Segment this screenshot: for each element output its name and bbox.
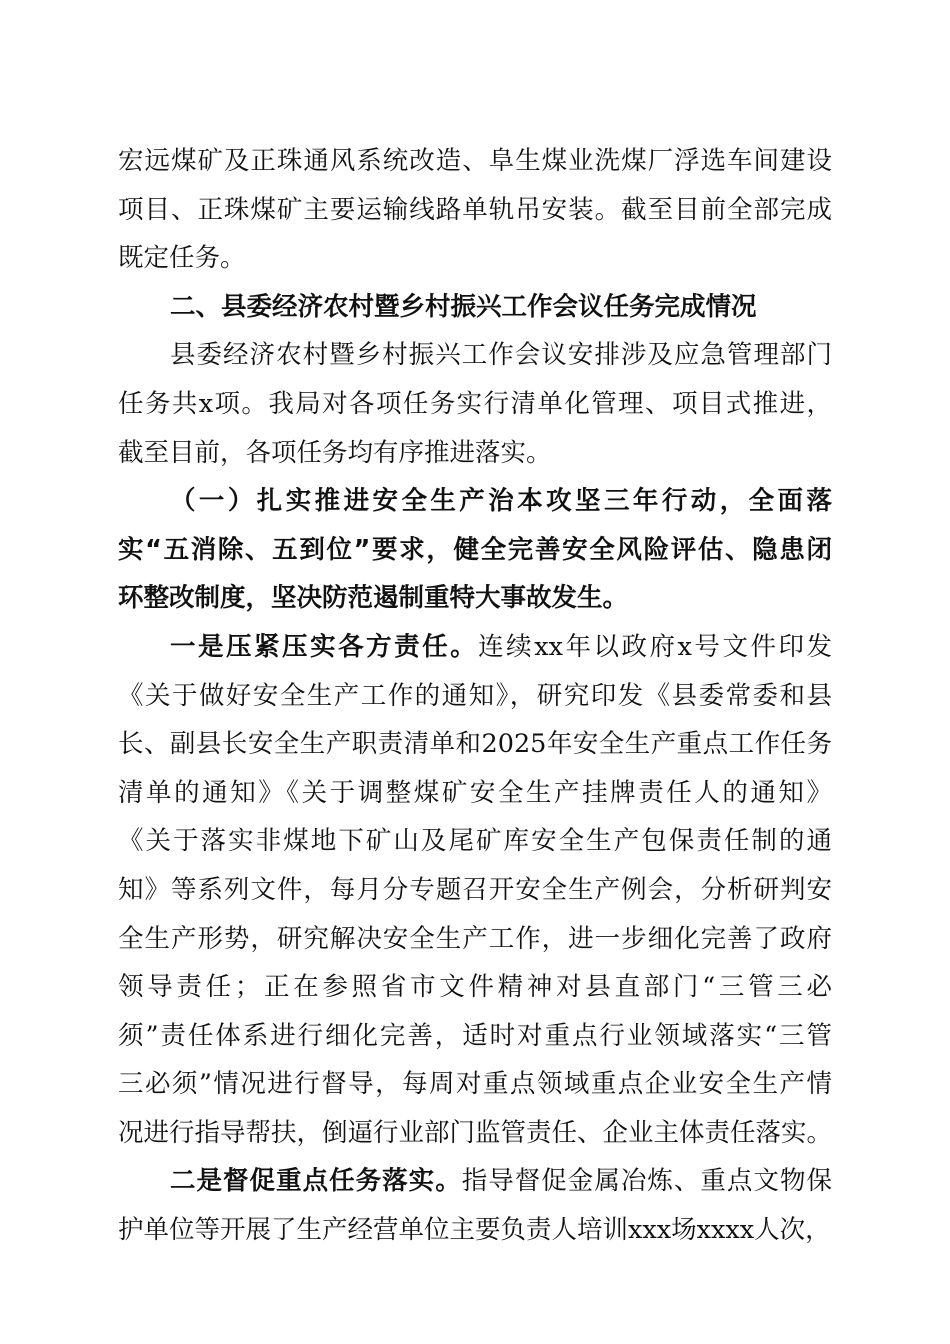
subsection-heading xyxy=(118,477,832,623)
text-segment: 指导督促金属冶炼、重点文物保 xyxy=(461,1166,832,1197)
text-line: 领导责任；正在参照省市文件精神对县直部门“三管三必 xyxy=(118,972,832,1003)
text-line: 三必须”情况进行督导，每周对重点领域重点企业安全生产情 xyxy=(118,1069,832,1100)
text-line: 长、副县长安全生产职责清单和2025年安全生产重点工作任务 xyxy=(118,729,832,760)
text-line: 清单的通知》《关于调整煤矿安全生产挂牌责任人的通知》 xyxy=(118,777,832,808)
paragraph-key-tasks xyxy=(118,1157,832,1254)
section-heading xyxy=(118,283,832,332)
text-line: 环整改制度，坚决防范遏制重特大事故发生。 xyxy=(118,583,629,614)
text-line: 须”责任体系进行细化完善，适时对重点行业领域落实“三管 xyxy=(118,1020,832,1051)
text-line: 《关于做好安全生产工作的通知》，研究印发《县委常委和县 xyxy=(118,680,832,711)
paragraph-intro xyxy=(118,331,832,477)
section-heading-text: 二、县委经济农村暨乡村振兴工作会议任务完成情况 xyxy=(170,291,757,322)
paragraph-lead: 一是压紧压实各方责任。 xyxy=(170,631,479,662)
text-line: 既定任务。 xyxy=(118,243,246,274)
paragraph-responsibility xyxy=(118,623,832,1158)
text-line: 《关于落实非煤地下矿山及尾矿库安全生产包保责任制的通 xyxy=(118,826,832,857)
paragraph-lead: 二是督促重点任务落实。 xyxy=(170,1166,462,1197)
text-line: 截至目前，各项任务均有序推进落实。 xyxy=(118,437,552,468)
text-line: （一）扎实推进安全生产治本攻坚三年行动，全面落 xyxy=(170,486,832,517)
text-line: 宏远煤矿及正珠通风系统改造、阜生煤业洗煤厂浮选车间建设 xyxy=(118,146,832,176)
text-line: 任务共x项。我局对各项任务实行清单化管理、项目式推进， xyxy=(118,388,832,419)
text-line: 县委经济农村暨乡村振兴工作会议安排涉及应急管理部门 xyxy=(170,340,832,371)
text-line: 实“五消除、五到位”要求，健全完善安全风险评估、隐患闭 xyxy=(118,534,832,565)
text-line: 况进行指导帮扶，倒逼行业部门监管责任、企业主体责任落实。 xyxy=(118,1117,833,1148)
text-segment: 连续xx年以政府x号文件印发 xyxy=(478,631,832,662)
text-line: 护单位等开展了生产经营单位主要负责人培训xxx场xxxx人次， xyxy=(118,1215,831,1246)
document-body xyxy=(118,137,832,1255)
text-line xyxy=(118,623,832,672)
text-line xyxy=(118,1157,832,1206)
text-line: 全生产形势，研究解决安全生产工作，进一步细化完善了政府 xyxy=(118,923,832,954)
text-line: 知》等系列文件，每月分专题召开安全生产例会，分析研判安 xyxy=(118,874,832,905)
paragraph-continuation xyxy=(118,137,832,283)
text-line: 项目、正珠煤矿主要运输线路单轨吊安装。截至目前全部完成 xyxy=(118,194,832,225)
